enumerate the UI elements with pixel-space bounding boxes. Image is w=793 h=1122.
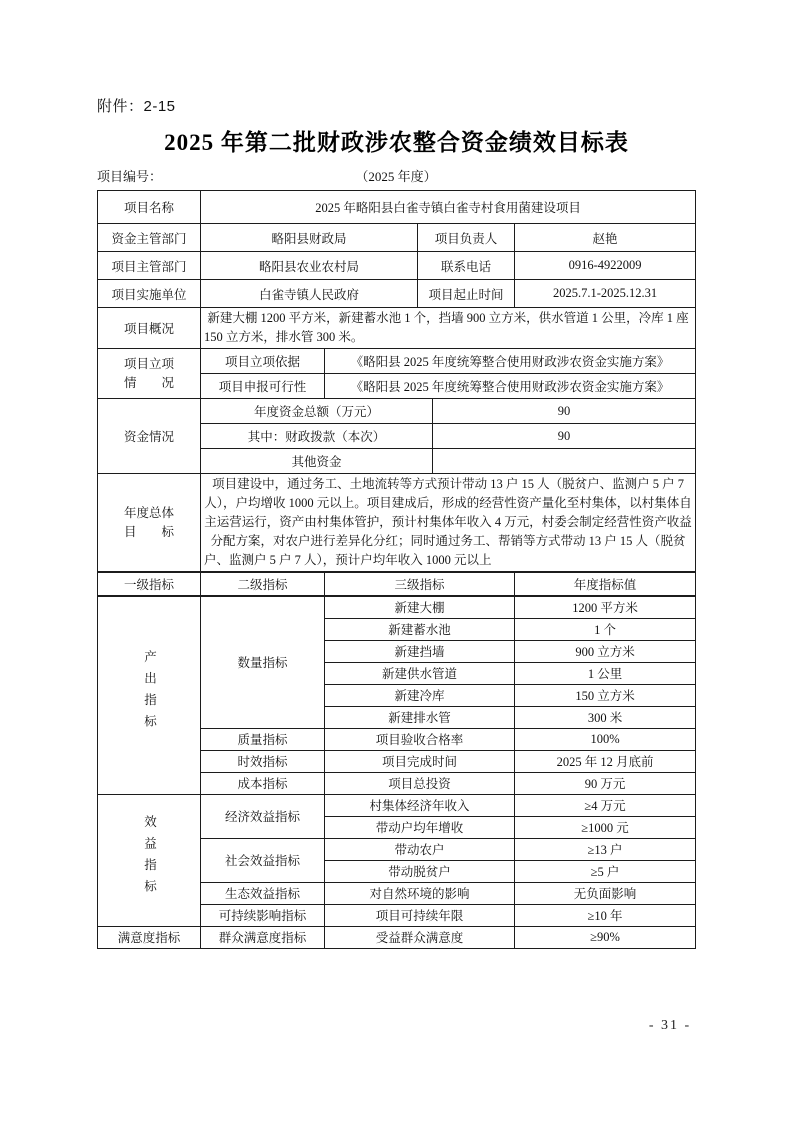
impl-unit-value: 白雀寺镇人民政府 bbox=[201, 280, 418, 308]
header-level1: 一级指标 bbox=[98, 572, 201, 596]
header-level2: 二级指标 bbox=[201, 572, 325, 596]
indicator-name: 新建冷库 bbox=[325, 684, 515, 706]
indicator-name: 项目可持续年限 bbox=[325, 904, 515, 926]
indicator-value: ≥90% bbox=[515, 926, 696, 948]
table-row bbox=[98, 280, 696, 308]
indicator-name: 新建大棚 bbox=[325, 596, 515, 618]
ecological-indicator-label: 生态效益指标 bbox=[201, 882, 325, 904]
table-row bbox=[98, 252, 696, 280]
indicator-name: 项目完成时间 bbox=[325, 750, 515, 772]
indicator-value: 1200 平方米 bbox=[515, 596, 696, 618]
satisfaction-indicator-label: 满意度指标 bbox=[98, 926, 201, 948]
funding-total-label: 年度资金总额（万元） bbox=[201, 399, 433, 424]
indicator-value: ≥5 户 bbox=[515, 860, 696, 882]
social-indicator-label: 社会效益指标 bbox=[201, 838, 325, 882]
indicator-value: ≥4 万元 bbox=[515, 794, 696, 816]
attachment-label: 附件：2-15 bbox=[97, 98, 176, 115]
annual-goal-label bbox=[98, 474, 201, 573]
indicator-value: 2025 年 12 月底前 bbox=[515, 750, 696, 772]
table-row bbox=[98, 794, 696, 816]
indicator-value: ≥10 年 bbox=[515, 904, 696, 926]
meta-line bbox=[97, 166, 695, 184]
indicator-name: 受益群众满意度 bbox=[325, 926, 515, 948]
initiation-label-line1: 项目立项 bbox=[123, 356, 174, 371]
sustainability-indicator-label: 可持续影响指标 bbox=[201, 904, 325, 926]
indicator-value: 1 个 bbox=[515, 618, 696, 640]
economic-indicator-label: 经济效益指标 bbox=[201, 794, 325, 838]
project-name-label: 项目名称 bbox=[98, 191, 201, 224]
indicator-value: 300 米 bbox=[515, 706, 696, 728]
indicator-name: 对自然环境的影响 bbox=[325, 882, 515, 904]
indicator-value: ≥13 户 bbox=[515, 838, 696, 860]
year-label: （2025 年度） bbox=[355, 169, 437, 184]
indicator-value: 100% bbox=[515, 728, 696, 750]
table-row bbox=[98, 399, 696, 424]
funding-other-label: 其他资金 bbox=[201, 449, 433, 474]
project-leader-value: 赵艳 bbox=[515, 224, 696, 252]
initiation-basis-label: 项目立项依据 bbox=[201, 349, 325, 374]
benefit-indicator-vertical-text: 效益指标 bbox=[142, 815, 157, 901]
table-row bbox=[98, 191, 696, 224]
annual-goal-label-line1: 年度总体 bbox=[123, 505, 174, 520]
timeliness-indicator-label: 时效指标 bbox=[201, 750, 325, 772]
indicator-name: 项目总投资 bbox=[325, 772, 515, 794]
project-name-value: 2025 年略阳县白雀寺镇白雀寺村食用菌建设项目 bbox=[201, 191, 696, 224]
indicator-value: ≥1000 元 bbox=[515, 816, 696, 838]
table-row bbox=[98, 596, 696, 618]
indicator-name: 新建排水管 bbox=[325, 706, 515, 728]
indicator-name: 带动脱贫户 bbox=[325, 860, 515, 882]
initiation-label bbox=[98, 349, 201, 399]
header-level3: 三级指标 bbox=[325, 572, 515, 596]
initiation-feasibility-value: 《略阳县 2025 年度统筹整合使用财政涉农资金实施方案》 bbox=[325, 374, 696, 399]
initiation-label-line2: 情 况 bbox=[123, 375, 174, 390]
duration-label: 项目起止时间 bbox=[418, 280, 515, 308]
duration-value: 2025.7.1-2025.12.31 bbox=[515, 280, 696, 308]
public-satisfaction-label: 群众满意度指标 bbox=[201, 926, 325, 948]
funding-other-value bbox=[433, 449, 696, 474]
indicator-header-row bbox=[98, 572, 696, 596]
indicator-name: 带动农户 bbox=[325, 838, 515, 860]
output-indicator-vertical-text: 产出指标 bbox=[142, 650, 157, 737]
indicator-name: 新建挡墙 bbox=[325, 640, 515, 662]
overview-value: 新建大棚 1200 平方米，新建蓄水池 1 个，挡墙 900 立方米，供水管道 1 公里，冷库 1 座 150 立方米，排水管 300 米。 bbox=[201, 308, 696, 349]
funding-label: 资金情况 bbox=[98, 399, 201, 474]
annual-goal-value: 项目建设中，通过务工、土地流转等方式预计带动 13 户 15 人（脱贫户、监测户 5 户 7 人），户均增收 1000 元以上。项目建成后，形成的经营性资产量化至村集体，以村集体自主运营运行，资产由村集体管护，预计村集体年收入 4 万元，村委会制定经营性资产收益分配方案，对农户进行差异化分红；同时通过务工、帮销等方式带动 13 户 15 人（脱贫户、监测户 5 户 7 人），预计户均年收入 1000 元以上 bbox=[201, 474, 696, 573]
quality-indicator-label: 质量指标 bbox=[201, 728, 325, 750]
table-row bbox=[98, 308, 696, 349]
page-title: 2025 年第二批财政涉农整合资金绩效目标表 bbox=[164, 130, 629, 155]
funding-total-value: 90 bbox=[433, 399, 696, 424]
indicator-value: 150 立方米 bbox=[515, 684, 696, 706]
indicator-value: 90 万元 bbox=[515, 772, 696, 794]
fund-dept-label: 资金主管部门 bbox=[98, 224, 201, 252]
performance-target-table bbox=[97, 190, 696, 949]
table-row bbox=[98, 224, 696, 252]
indicator-name: 村集体经济年收入 bbox=[325, 794, 515, 816]
indicator-value: 无负面影响 bbox=[515, 882, 696, 904]
indicator-value: 1 公里 bbox=[515, 662, 696, 684]
initiation-feasibility-label: 项目申报可行性 bbox=[201, 374, 325, 399]
phone-label: 联系电话 bbox=[418, 252, 515, 280]
page-number: - 31 - bbox=[648, 1018, 692, 1033]
benefit-indicator-label bbox=[98, 794, 201, 926]
project-dept-value: 略阳县农业农村局 bbox=[201, 252, 418, 280]
annual-goal-label-line2: 目 标 bbox=[123, 524, 174, 539]
phone-value: 0916-4922009 bbox=[515, 252, 696, 280]
project-dept-label: 项目主管部门 bbox=[98, 252, 201, 280]
funding-fiscal-label: 其中：财政拨款（本次） bbox=[201, 424, 433, 449]
table-row bbox=[98, 349, 696, 374]
indicator-value: 900 立方米 bbox=[515, 640, 696, 662]
output-indicator-label bbox=[98, 596, 201, 794]
cost-indicator-label: 成本指标 bbox=[201, 772, 325, 794]
funding-fiscal-value: 90 bbox=[433, 424, 696, 449]
impl-unit-label: 项目实施单位 bbox=[98, 280, 201, 308]
indicator-name: 项目验收合格率 bbox=[325, 728, 515, 750]
table-row bbox=[98, 474, 696, 573]
project-number-label: 项目编号： bbox=[97, 169, 163, 184]
quantity-indicator-label: 数量指标 bbox=[201, 596, 325, 728]
project-leader-label: 项目负责人 bbox=[418, 224, 515, 252]
overview-label: 项目概况 bbox=[98, 308, 201, 349]
indicator-name: 新建供水管道 bbox=[325, 662, 515, 684]
indicator-name: 新建蓄水池 bbox=[325, 618, 515, 640]
initiation-basis-value: 《略阳县 2025 年度统筹整合使用财政涉农资金实施方案》 bbox=[325, 349, 696, 374]
table-row bbox=[98, 926, 696, 948]
fund-dept-value: 略阳县财政局 bbox=[201, 224, 418, 252]
indicator-name: 带动户均年增收 bbox=[325, 816, 515, 838]
header-target: 年度指标值 bbox=[515, 572, 696, 596]
